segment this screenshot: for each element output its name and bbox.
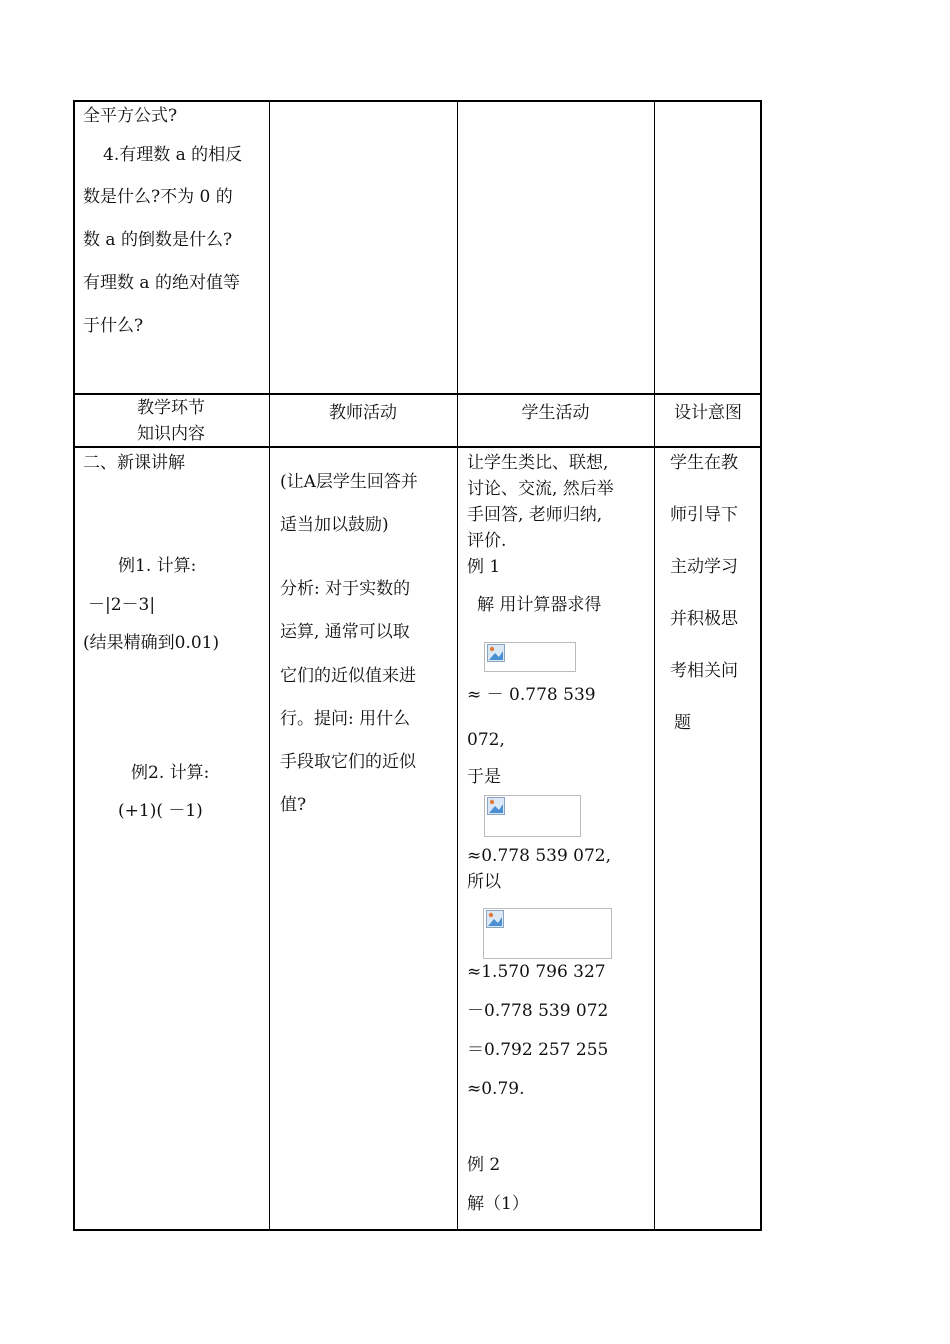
design-intent-line: 主动学习 xyxy=(670,557,738,577)
example-1-solve: 解 用计算器求得 xyxy=(477,595,602,615)
top-text-line: 4.有理数 a 的相反 xyxy=(103,145,243,165)
example-1-title: 例1. 计算: xyxy=(118,556,197,576)
design-intent-line: 学生在教 xyxy=(670,453,738,473)
formula-image xyxy=(483,908,612,959)
formula-image xyxy=(484,642,576,672)
column-divider-1 xyxy=(269,100,270,1231)
example-1-note: (结果精确到0.01) xyxy=(83,633,220,653)
design-intent-line: 并积极思 xyxy=(670,609,738,629)
so-text: 所以 xyxy=(467,872,501,892)
teacher-text-line: (让A层学生回答并 xyxy=(280,472,418,492)
row-divider-header xyxy=(73,446,762,448)
approx-line: ≈ － 0.778 539 xyxy=(467,685,596,705)
teacher-text-line: 运算, 通常可以取 xyxy=(280,622,410,642)
example-1-expression: －|2－3| xyxy=(88,595,156,615)
teacher-text-line: 分析: 对于实数的 xyxy=(280,579,411,599)
teacher-text-line: 行。提问: 用什么 xyxy=(280,709,411,729)
top-text-line: 有理数 a 的绝对值等 xyxy=(83,273,240,293)
teacher-text-line: 手段取它们的近似 xyxy=(280,752,416,772)
lesson-table xyxy=(73,100,762,1231)
calc-line: －0.778 539 072 xyxy=(467,1001,609,1021)
example-2-label: 例 2 xyxy=(467,1155,501,1175)
calc-line: ＝0.792 257 255 xyxy=(467,1040,609,1060)
header-knowledge-content: 知识内容 xyxy=(137,424,205,444)
student-intro-line: 手回答, 老师归纳, xyxy=(467,505,603,525)
row-divider-top xyxy=(73,393,762,395)
student-intro-line: 评价. xyxy=(467,531,507,551)
header-teaching-stage: 教学环节 xyxy=(137,398,205,418)
broken-image-icon xyxy=(486,910,504,928)
calc-line: ≈0.79. xyxy=(467,1079,525,1099)
teacher-text-line: 适当加以鼓励) xyxy=(280,515,389,535)
example-2-solve: 解（1） xyxy=(467,1194,529,1214)
example-2-title: 例2. 计算: xyxy=(131,763,210,783)
broken-image-icon xyxy=(487,797,505,815)
approx-line: ≈0.778 539 072, xyxy=(467,846,612,866)
calc-line: ≈1.570 796 327 xyxy=(467,962,606,982)
student-intro-line: 让学生类比、联想, xyxy=(467,453,609,473)
header-student-activity: 学生活动 xyxy=(521,403,590,423)
teacher-text-line: 值? xyxy=(280,795,307,815)
example-1-label: 例 1 xyxy=(467,557,501,577)
top-text-line: 全平方公式? xyxy=(83,106,178,126)
header-design-intent: 设计意图 xyxy=(674,403,742,423)
top-text-line: 于什么? xyxy=(83,316,144,336)
column-divider-2 xyxy=(457,100,458,1231)
header-teacher-activity: 教师活动 xyxy=(329,403,397,423)
top-text-line: 数是什么?不为 0 的 xyxy=(83,187,233,207)
teacher-text-line: 它们的近似值来进 xyxy=(280,666,416,686)
therefore-text: 于是 xyxy=(467,767,501,787)
column-divider-3 xyxy=(654,100,655,1231)
example-2-expression: (+1)( －1) xyxy=(118,801,203,821)
broken-image-icon xyxy=(487,644,505,662)
student-intro-line: 讨论、交流, 然后举 xyxy=(467,479,614,499)
formula-image xyxy=(484,795,581,837)
design-intent-line: 考相关问 xyxy=(670,661,738,681)
design-intent-line: 题 xyxy=(674,713,691,733)
section-title: 二、新课讲解 xyxy=(83,453,185,473)
design-intent-line: 师引导下 xyxy=(670,505,738,525)
approx-line: 072, xyxy=(467,730,505,750)
top-text-line: 数 a 的倒数是什么? xyxy=(83,230,233,250)
